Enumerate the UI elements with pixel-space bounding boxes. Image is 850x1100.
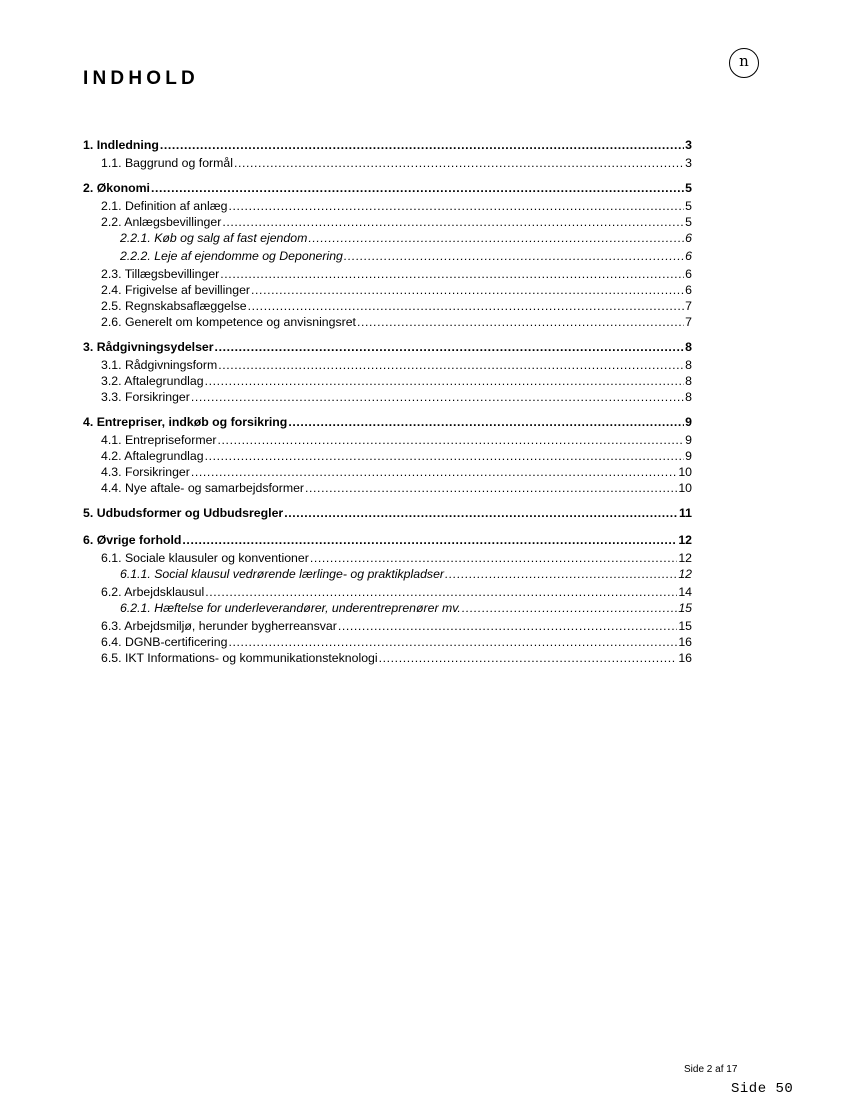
toc-leader-dots <box>218 433 685 447</box>
toc-entry-text: Anlægsbevillinger <box>124 215 222 229</box>
toc-entry-title <box>101 156 233 170</box>
toc-entry[interactable] <box>83 585 692 601</box>
toc-entry-title <box>83 533 181 547</box>
toc-entry-title <box>120 601 461 615</box>
toc-leader-dots <box>215 340 685 354</box>
toc-entry-title <box>83 138 159 152</box>
toc-entry[interactable] <box>83 215 692 231</box>
toc-leader-dots <box>284 506 678 520</box>
toc-entry[interactable] <box>83 267 692 283</box>
toc-entry-number: 3.3. <box>101 390 122 404</box>
toc-entry[interactable] <box>83 415 692 433</box>
toc-entry-page: 9 <box>685 415 692 429</box>
toc-entry-title <box>101 433 217 447</box>
toc-entry-title <box>83 340 214 354</box>
toc-entry-page: 12 <box>678 533 692 547</box>
toc-entry[interactable] <box>83 390 692 406</box>
toc-leader-dots <box>305 481 677 495</box>
toc-entry[interactable] <box>83 340 692 358</box>
toc-entry-title <box>101 390 190 404</box>
toc-entry-page: 8 <box>685 358 692 372</box>
toc-entry-number: 4.2. <box>101 449 122 463</box>
toc-entry[interactable] <box>83 299 692 315</box>
toc-entry-title <box>120 249 343 263</box>
toc-entry[interactable] <box>83 551 692 567</box>
toc-entry-title <box>101 551 309 565</box>
toc-entry[interactable] <box>83 138 692 156</box>
toc-entry[interactable] <box>83 374 692 390</box>
toc-leader-dots <box>205 374 685 388</box>
toc-entry-number: 6.2. <box>101 585 122 599</box>
toc-entry-title <box>83 506 283 520</box>
toc-entry-title <box>101 619 337 633</box>
toc-leader-dots <box>205 449 685 463</box>
toc-entry[interactable] <box>83 315 692 331</box>
toc-entry-page: 12 <box>678 551 692 565</box>
toc-entry-page: 5 <box>685 215 692 229</box>
toc-entry-title <box>101 358 217 372</box>
toc-entry-number: 3.1. <box>101 358 122 372</box>
toc-leader-dots <box>220 267 684 281</box>
toc-leader-dots <box>357 315 684 329</box>
toc-entry-text: Leje af ejendomme og Deponering <box>154 249 343 263</box>
toc-entry-page: 3 <box>685 156 692 170</box>
toc-entry-title <box>101 585 204 599</box>
toc-entry-text: Tillægsbevillinger <box>124 267 220 281</box>
toc-leader-dots <box>445 567 677 581</box>
toc-leader-dots <box>151 181 684 195</box>
toc-leader-dots <box>191 465 677 479</box>
toc-leader-dots <box>191 390 684 404</box>
toc-entry[interactable] <box>83 506 692 524</box>
toc-entry-number: 2. <box>83 181 94 195</box>
toc-gap <box>83 524 692 533</box>
toc-leader-dots <box>308 231 684 245</box>
toc-entry[interactable] <box>83 199 692 215</box>
toc-entry-title <box>101 199 227 213</box>
toc-entry-number: 2.1. <box>101 199 122 213</box>
toc-entry-title <box>101 449 204 463</box>
toc-entry-number: 6.4. <box>101 635 122 649</box>
toc-leader-dots <box>160 138 684 152</box>
toc-gap <box>83 331 692 340</box>
toc-entry-title <box>101 465 190 479</box>
toc-entry-page: 6 <box>685 283 692 297</box>
toc-entry[interactable] <box>83 249 692 267</box>
toc-entry-text: Frigivelse af bevillinger <box>124 283 251 297</box>
toc-leader-dots <box>222 215 684 229</box>
toc-entry-page: 5 <box>685 181 692 195</box>
toc-leader-dots <box>182 533 677 547</box>
toc-entry-page: 3 <box>685 138 692 152</box>
toc-leader-dots <box>251 283 684 297</box>
toc-entry-page: 14 <box>678 585 692 599</box>
toc-entry-page: 15 <box>678 619 692 633</box>
toc-leader-dots <box>248 299 685 313</box>
toc-entry-text: Udbudsformer og Udbudsregler <box>96 506 284 520</box>
toc-leader-dots <box>228 199 684 213</box>
toc-entry-number: 4.3. <box>101 465 122 479</box>
toc-entry[interactable] <box>83 533 692 551</box>
toc-entry-text: IKT Informations- og kommunikationsteknologi <box>124 651 378 665</box>
toc-entry-page: 9 <box>685 433 692 447</box>
toc-entry-text: Sociale klausuler og konventioner <box>124 551 309 565</box>
table-of-contents <box>83 138 692 667</box>
toc-entry-text: Entrepriser, indkøb og forsikring <box>96 415 288 429</box>
toc-leader-dots <box>338 619 677 633</box>
toc-entry-page: 9 <box>685 449 692 463</box>
toc-entry-number: 6.5. <box>101 651 122 665</box>
toc-entry[interactable] <box>83 651 692 667</box>
toc-leader-dots <box>462 601 677 615</box>
toc-entry-page: 5 <box>685 199 692 213</box>
toc-entry-text: Rådgivningsform <box>124 358 218 372</box>
toc-entry[interactable] <box>83 465 692 481</box>
toc-entry-title <box>101 283 250 297</box>
toc-entry-page: 8 <box>685 390 692 404</box>
toc-entry-page: 16 <box>678 651 692 665</box>
toc-entry-title <box>101 215 221 229</box>
toc-entry[interactable] <box>83 283 692 299</box>
toc-entry-title <box>101 299 247 313</box>
toc-entry-text: Økonomi <box>96 181 150 195</box>
toc-entry-text: Definition af anlæg <box>124 199 228 213</box>
toc-entry-title <box>120 567 444 581</box>
toc-entry-number: 3.2. <box>101 374 122 388</box>
toc-entry-number: 4.4. <box>101 481 122 495</box>
toc-entry-text: Køb og salg af fast ejendom <box>154 231 308 245</box>
toc-entry[interactable] <box>83 433 692 449</box>
toc-entry-title <box>101 374 204 388</box>
toc-entry-page: 8 <box>685 374 692 388</box>
toc-entry-text: Rådgivningsydelser <box>96 340 214 354</box>
toc-entry-page: 15 <box>678 601 692 615</box>
toc-entry-number: 6.3. <box>101 619 122 633</box>
toc-entry-number: 1.1. <box>101 156 122 170</box>
toc-entry-number: 5. <box>83 506 94 520</box>
toc-entry-number: 6.1. <box>101 551 122 565</box>
toc-entry-text: Social klausul vedrørende lærlinge- og praktikpladser <box>154 567 445 581</box>
toc-entry-number: 1. <box>83 138 94 152</box>
toc-entry[interactable] <box>83 619 692 635</box>
toc-entry[interactable] <box>83 156 692 172</box>
toc-entry[interactable] <box>83 481 692 497</box>
toc-entry-title <box>101 635 227 649</box>
toc-entry-text: Forsikringer <box>124 390 190 404</box>
toc-entry-page: 16 <box>678 635 692 649</box>
toc-entry-title <box>83 181 150 195</box>
toc-entry-text: Øvrige forhold <box>96 533 182 547</box>
toc-entry-page: 7 <box>685 315 692 329</box>
toc-entry-number: 2.2. <box>101 215 122 229</box>
page-title: INDHOLD <box>83 68 199 89</box>
logo-icon: n <box>729 48 759 78</box>
toc-entry-page: 10 <box>678 465 692 479</box>
toc-entry-title <box>83 415 287 429</box>
side-number: Side 50 <box>731 1081 794 1097</box>
toc-entry-title <box>120 231 307 245</box>
toc-entry-number: 4.1. <box>101 433 122 447</box>
page-counter: Side 2 af 17 <box>684 1064 738 1075</box>
toc-entry-text: Baggrund og formål <box>124 156 233 170</box>
toc-entry-title <box>101 481 304 495</box>
toc-entry-page: 12 <box>678 567 692 581</box>
toc-entry-text: Forsikringer <box>124 465 190 479</box>
toc-leader-dots <box>234 156 684 170</box>
toc-entry-page: 6 <box>685 267 692 281</box>
toc-entry-number: 6. <box>83 533 94 547</box>
toc-entry-page: 6 <box>685 249 692 263</box>
toc-leader-dots <box>288 415 684 429</box>
toc-entry-title <box>101 651 378 665</box>
toc-leader-dots <box>228 635 677 649</box>
toc-gap <box>83 497 692 506</box>
toc-entry-page: 11 <box>679 506 692 520</box>
toc-entry-page: 7 <box>685 299 692 313</box>
toc-entry-number: 6.1.1. <box>120 567 151 581</box>
toc-gap <box>83 172 692 181</box>
toc-entry-text: Hæftelse for underleverandører, underentreprenører mv. <box>154 601 461 615</box>
toc-entry[interactable] <box>83 635 692 651</box>
toc-entry-number: 3. <box>83 340 94 354</box>
toc-entry-page: 6 <box>685 231 692 245</box>
toc-leader-dots <box>344 249 684 263</box>
toc-entry-number: 2.2.1. <box>120 231 151 245</box>
toc-entry-number: 2.2.2. <box>120 249 151 263</box>
toc-entry-text: Generelt om kompetence og anvisningsret <box>124 315 356 329</box>
toc-entry-text: Arbejdsmiljø, herunder bygherreansvar <box>124 619 337 633</box>
toc-entry-number: 4. <box>83 415 94 429</box>
toc-entry-text: DGNB-certificering <box>124 635 228 649</box>
toc-entry-text: Indledning <box>96 138 159 152</box>
toc-entry[interactable] <box>83 449 692 465</box>
toc-entry-number: 2.5. <box>101 299 122 313</box>
toc-entry-text: Arbejdsklausul <box>124 585 205 599</box>
toc-entry-text: Aftalegrundlag <box>124 374 204 388</box>
toc-entry-number: 6.2.1. <box>120 601 151 615</box>
toc-leader-dots <box>310 551 677 565</box>
toc-entry[interactable] <box>83 231 692 249</box>
toc-entry[interactable] <box>83 601 692 619</box>
toc-entry-text: Aftalegrundlag <box>124 449 204 463</box>
toc-entry-title <box>101 267 219 281</box>
toc-entry-number: 2.3. <box>101 267 122 281</box>
toc-entry-text: Nye aftale- og samarbejdsformer <box>124 481 304 495</box>
toc-entry-title <box>101 315 356 329</box>
toc-entry-text: Entrepriseformer <box>124 433 217 447</box>
toc-entry-text: Regnskabsaflæggelse <box>124 299 247 313</box>
toc-entry[interactable] <box>83 567 692 585</box>
toc-entry-number: 2.4. <box>101 283 122 297</box>
toc-entry[interactable] <box>83 181 692 199</box>
toc-leader-dots <box>379 651 678 665</box>
toc-entry-page: 10 <box>678 481 692 495</box>
toc-entry[interactable] <box>83 358 692 374</box>
toc-entry-number: 2.6. <box>101 315 122 329</box>
toc-gap <box>83 406 692 415</box>
toc-leader-dots <box>218 358 684 372</box>
toc-entry-page: 8 <box>685 340 692 354</box>
toc-leader-dots <box>205 585 677 599</box>
